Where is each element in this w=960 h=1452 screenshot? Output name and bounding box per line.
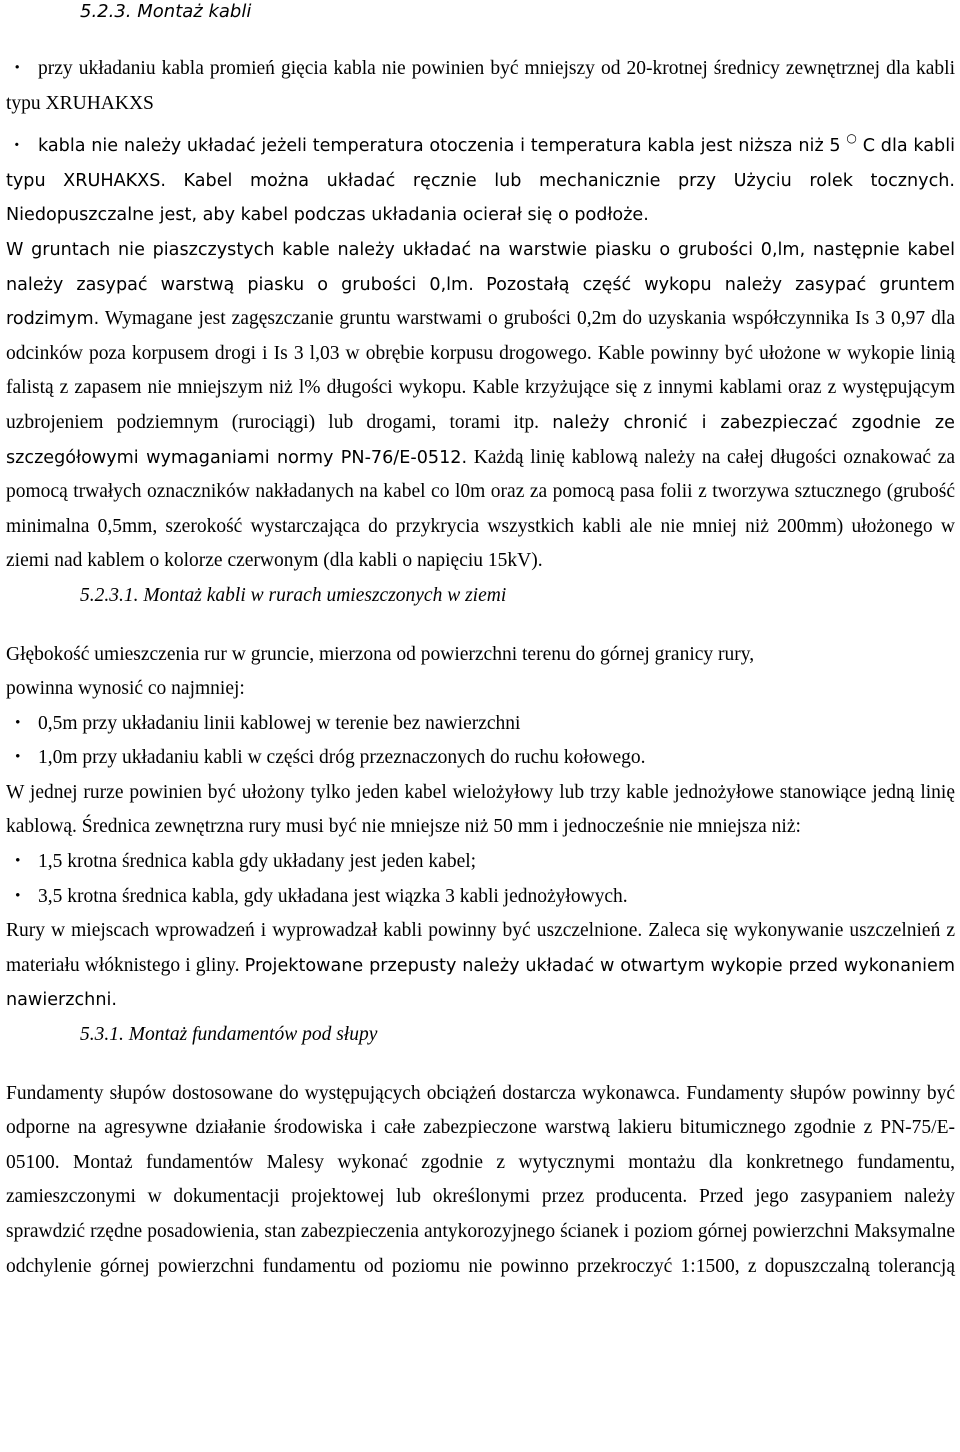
bullet-temperature: ・ kabla nie należy układać jeżeli temperatura otoczenia i temperatura kabla jest niższa niż 5 ○ C dla kabli typu XRUHAKXS. Kabel można układać ręcznie lub mechanicznie przy Użyciu rolek tocznych. Niedopuszczalne jest, aby kabel podczas układania ocierał się o podłoże. <box>6 131 955 226</box>
paragraph-foundations: Fundamenty słupów dostosowane do występujących obciążeń dostarcza wykonawca. Fundamenty słupów powinny być odporne na agresywne działanie środowiska i całe zabezpieczone warstwą lakieru bitumicznego zgodnie z PN-75/E-05100. Montaż fundamentów Malesy wykonać zgodnie z wytycznymi montażu dla konkretnego fundamentu, zamieszczonymi w dokumentacji projektowej lub określonymi przez producenta. Przed jego zasypaniem należy sprawdzić rzędne posadowienia, stan zabezpieczenia antykorozyjnego ścianek i poziom górnej powierzchni Maksymalne odchylenie górnej powierzchni fundamentu od poziomu nie powinno przekroczyć 1:1500, z dopuszczalną tolerancją <box>6 1082 955 1277</box>
bullet-10m: ・ 1,0m przy układaniu kabli w części dróg przeznaczonych do ruchu kołowego. <box>6 741 955 776</box>
bullet-mark: ・ <box>8 712 28 734</box>
bullet-mark: ・ <box>8 851 28 873</box>
section-heading-5-3-1: 5.3.1. Montaż fundamentów pod słupy <box>80 1024 378 1046</box>
paragraph-minimum: powinna wynosić co najmniej: <box>6 678 245 700</box>
bullet-35-diameter: ・ 3,5 krotna średnica kabla, gdy układana jest wiązka 3 kabli jednożyłowych. <box>6 880 955 915</box>
paragraph-pipe-depth: Głębokość umieszczenia rur w gruncie, mierzona od powierzchni terenu do górnej granicy rury, <box>6 643 755 665</box>
degree-sign: ○ <box>846 131 858 146</box>
section-heading-5-2-3-1: 5.2.3.1. Montaż kabli w rurach umieszczonych w ziemi <box>80 584 507 606</box>
bullet-mark: ・ <box>8 58 27 79</box>
paragraph-sealing: Rury w miejscach wprowadzeń i wyprowadzał kabli powinny być uszczelnione. Zaleca się wykonywanie uszczelnień z materiału włóknistego i gliny. Projektowane przepusty należy układać w otwartym wykopie przed wykonaniem nawierzchni. <box>6 920 955 1011</box>
bullet-bend-radius: ・ przy układaniu kabla promień gięcia kabla nie powinien być mniejszy od 20-krotnej średnicy zewnętrznej dla kabli typu XRUHAKXS <box>6 52 955 121</box>
document-page <box>6 0 955 1284</box>
bullet-mark: ・ <box>8 136 26 157</box>
section-heading-5-2-3: 5.2.3. Montaż kabli <box>80 1 252 22</box>
bullet-05m: ・ 0,5m przy układaniu linii kablowej w terenie bez nawierzchni <box>6 707 955 742</box>
paragraph-one-cable-per-pipe: W jednej rurze powinien być ułożony tylko jeden kabel wielożyłowy lub trzy kable jednożyłowe stanowiące jedną linię kablową. Średnica zewnętrzna rury musi być nie mniejsze niż 50 mm i jednocześnie nie mniejsza niż: <box>6 781 955 838</box>
paragraph-laying-rules: W gruntach nie piaszczystych kable należy układać na warstwie piasku o grubości 0,lm, następnie kabel należy zasypać warstwą piasku o grubości 0,lm. Pozostałą część wykopu należy zasypać gruntem rodzimym. Wymagane jest zagęszczanie gruntu warstwami o grubości 0,2m do uzyskania współczynnika Is 3 0,97 dla odcinków poza korpusem drogi i Is 3 l,03 w obrębie korpusu drogowego. Kable powinny być ułożone w wykopie linią falistą z zapasem nie mniejszym niż l% długości wykopu. Kable krzyżujące się z innymi kablami oraz z występującym uzbrojeniem podziemnym (rurociągi) lub drogami, torami itp. należy chronić i zabezpieczać zgodnie ze szczegółowymi wymaganiami normy PN-76/E-0512. Każdą linię kablową należy na całej długości oznakować za pomocą trwałych oznaczników nakładanych na kabel co l0m oraz za pomocą pasa folii z tworzywa sztucznego (grubość minimalna 0,5mm, szerokość wystarczająca do przykrycia wszystkich kabli ale nie mniej niż 200mm) ułożonego w ziemi nad kablem o kolorze czerwonym (dla kabli o napięciu 15kV). <box>6 239 956 572</box>
bullet-15-diameter: ・ 1,5 krotna średnica kabla gdy układany jest jeden kabel; <box>6 845 955 880</box>
bullet-mark: ・ <box>8 747 28 769</box>
bullet-mark: ・ <box>8 885 28 907</box>
